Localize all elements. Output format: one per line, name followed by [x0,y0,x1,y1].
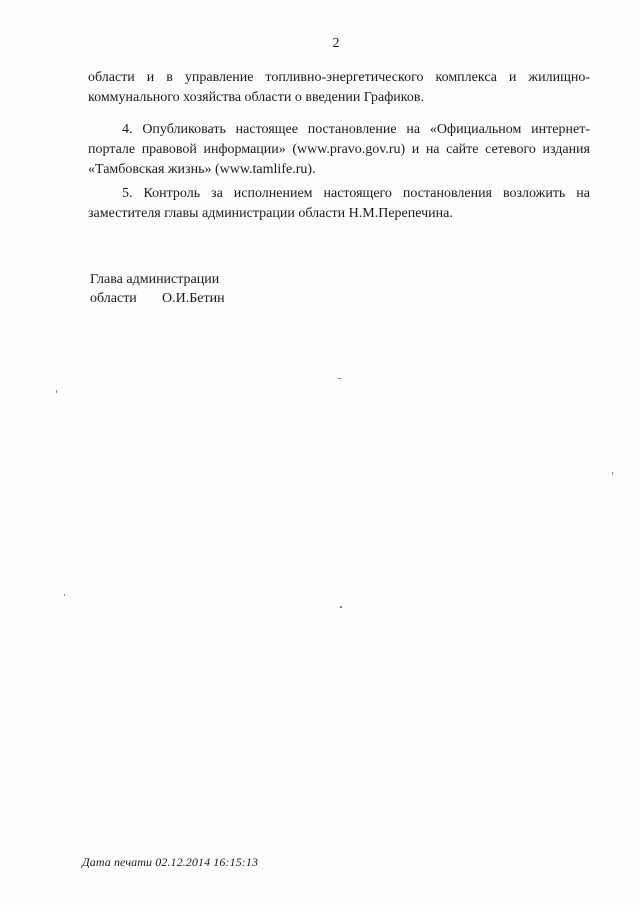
signature-name: О.И.Бетин [162,291,225,306]
signature-title: Глава администрации [90,272,220,287]
signature-org: области [90,291,137,306]
paragraph-item-5 [88,184,590,224]
print-date: Дата печати 02.12.2014 16:15:13 [82,855,259,869]
scan-speck [56,390,57,393]
paragraph-item-5-text: 5. Контроль за исполнением настоящего постановления возложить на заместителя главы администрации области Н.М.Перепечина. [88,186,590,221]
signature-block [90,270,225,308]
scan-speck [64,594,65,596]
scan-speck [340,606,342,608]
signature-line [90,289,225,308]
paragraph-continuation: области и в управление топливно-энергетического комплекса и жилищно-коммунального хозяйства области о введении Графиков. [88,70,590,105]
paragraph-item-4 [88,120,590,180]
scan-speck [612,472,613,475]
scan-speck [338,378,341,379]
paragraph-item-4-text: 4. Опубликовать настоящее постановление на «Официальном интернет-портале правовой информации» (www.pravo.gov.ru) и на сайте сетевого издания «Тамбовская жизнь» (www.tamlife.ru). [88,122,590,177]
page-number: 2 [332,36,340,51]
